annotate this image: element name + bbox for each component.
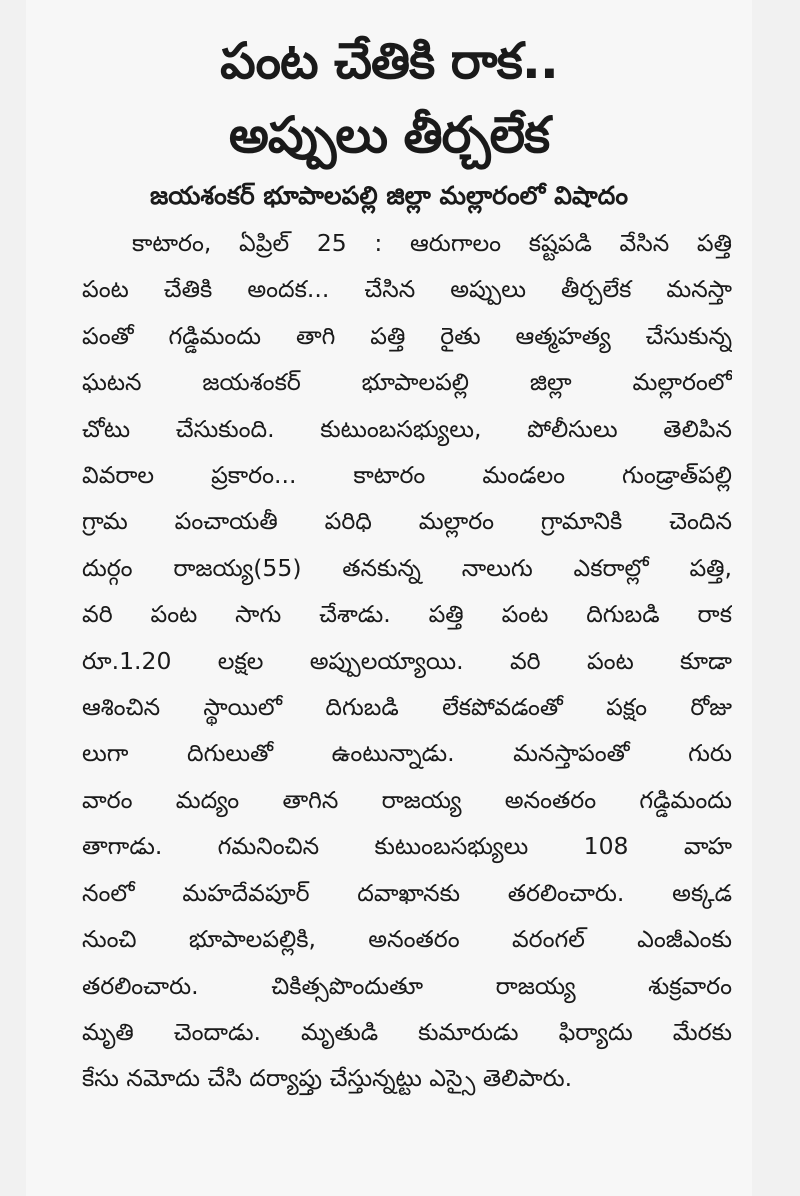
body-line: రూ.1.20 లక్షల అప్పులయ్యాయి. వరి పంట కూడా (82, 646, 732, 675)
body-line: పంతో గడ్డిమందు తాగి పత్తి రైతు ఆత్మహత్య చేసుకున్న (82, 321, 732, 350)
article-body (26, 220, 752, 1102)
body-line: తరలించారు. చికిత్సపొందుతూ రాజయ్య శుక్రవారం (82, 971, 732, 1000)
body-line: వివరాల ప్రకారం... కాటారం మండలం గుండ్రాత్‌పల్లి (82, 461, 732, 490)
newspaper-clipping (26, 0, 752, 1196)
body-line: దుర్గం రాజయ్య(55) తనకున్న నాలుగు ఎకరాల్లో పత్తి, (82, 553, 732, 582)
body-line: తాగాడు. గమనించిన కుటుంబసభ్యులు 108 వాహ (82, 832, 732, 861)
body-line: చోటు చేసుకుంది. కుటుంబసభ్యులు, పోలీసులు తెలిపిన (82, 414, 732, 443)
body-line: వరి పంట సాగు చేశాడు. పత్తి పంట దిగుబడి రాక (82, 600, 732, 629)
body-line: లుగా దిగులుతో ఉంటున్నాడు. మనస్తాపంతో గురు (82, 739, 732, 768)
body-line: మృతి చెందాడు. మృతుడి కుమారుడు ఫిర్యాదు మేరకు (82, 1017, 732, 1046)
body-line: పంట చేతికి అందక... చేసిన అప్పులు తీర్చలేక మనస్తా (82, 275, 732, 304)
headline-line-2: అప్పులు తీర్చలేక (228, 106, 550, 164)
subheadline: జయశంకర్ భూపాలపల్లి జిల్లా మల్లారంలో విషాదం (150, 181, 628, 210)
body-line: కాటారం, ఏప్రిల్ 25 : ఆరుగాలం కష్టపడి వేసిన పత్తి (132, 229, 732, 257)
body-line: కేసు నమోదు చేసి దర్యాప్తు చేస్తున్నట్టు ఎస్సై తెలిపారు. (82, 1064, 573, 1093)
body-line: నుంచి భూపాలపల్లికి, అనంతరం వరంగల్ ఎంజీఎంకు (82, 925, 732, 954)
body-line: వారం మద్యం తాగిన రాజయ్య అనంతరం గడ్డిమందు (82, 785, 732, 814)
body-line: గ్రామ పంచాయతీ పరిధి మల్లారం గ్రామానికి చెందిన (82, 507, 732, 536)
body-line: ఆశించిన స్థాయిలో దిగుబడి లేకపోవడంతో పక్షం రోజు (82, 693, 732, 722)
body-line: నంలో మహదేవపూర్ దవాఖానకు తరలించారు. అక్కడ (82, 878, 732, 907)
body-line: ఘటన జయశంకర్ భూపాలపల్లి జిల్లా మల్లారంలో (82, 368, 732, 397)
left-margin (0, 0, 26, 1196)
right-margin (752, 0, 800, 1196)
headline-line-1: పంట చేతికి రాక.. (220, 32, 558, 90)
